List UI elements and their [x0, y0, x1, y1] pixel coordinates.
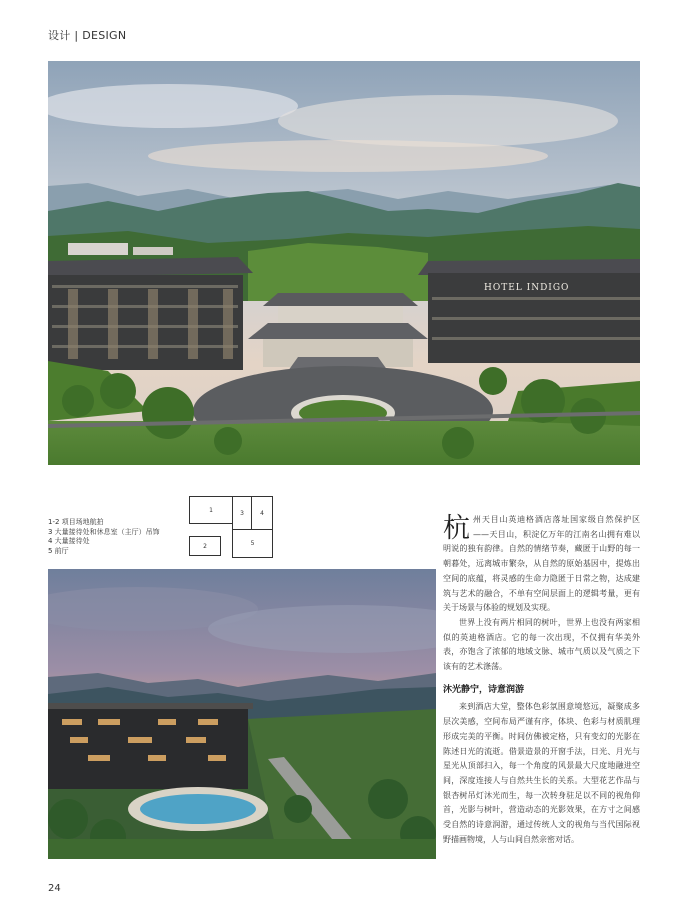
photo-captions: [48, 518, 160, 556]
section-subheading: 沐光静宁，诗意润游: [443, 684, 525, 695]
paragraph-intro: [443, 513, 640, 616]
diagram-box-4: 4: [251, 496, 273, 530]
drop-cap: 杭: [443, 513, 470, 544]
paragraph-intro-text: 州天目山英迪格酒店落址国家级自然保护区——天目山，积淀亿万年的江南名山拥有难以明说的独有韵律。自然的情绪节奏，藏匿于山野的每一朝暮处，远离城市繁杂，从自然的原始基因中，提炼出空间的底蕴，将灵感的生命力隐匿于日常之物，达成建筑与艺术的融合，不单有空间层面上的逻辑考量，更有关于场景与体验的规划及实现。: [443, 515, 640, 613]
diagram-box-5: 5: [232, 529, 273, 558]
article-body: [443, 513, 640, 847]
caption-line: 5 前厅: [48, 546, 69, 555]
diagram-box-1: 1: [189, 496, 233, 524]
paragraph-2: 世界上没有两片相同的树叶，世界上也没有两家相似的英迪格酒店。它的每一次出现，不仅拥有华美外表，亦饱含了浓郁的地域文脉、城市气质以及气质之下该有的艺术涤荡。: [443, 617, 640, 672]
diagram-box-3: 3: [232, 496, 252, 530]
diagram-box-2: 2: [189, 536, 221, 556]
hotel-dusk-photo: [48, 569, 436, 859]
caption-line: 4 大量接待处: [48, 537, 90, 545]
page-number: 24: [48, 883, 61, 894]
section-header: 设计 | DESIGN: [48, 29, 127, 42]
hotel-aerial-photo: [48, 61, 640, 465]
hotel-sign: HOTEL INDIGO: [484, 283, 570, 293]
caption-line: 3 大量接待处和休息室（主厅）吊饰: [48, 527, 160, 536]
caption-line: 1-2 项目场地航拍: [48, 518, 104, 526]
paragraph-3: 来到酒店大堂，整体色彩氛围意境悠远，凝聚成多层次美感，空间布局严谨有序，体块、色彩与材质肌理形成完美的平衡。时间仿佛被定格，只有变幻的光影在陈述日光的流逝。借景造景的开窗手法，日光、月光与星光从顶部扫入，每一个角度的风景最大尺度地融进空间，深度连接人与自然共生长的关系。大型花艺作品与银杏树吊灯沐光而生，每一次转身驻足以不同的视角仰首，光影与树叶，营造动态的光影效果，在方寸之间感受自然的诗意润游，通过传统人文的视角与当代国际视野描画物境，人与山间自然亲密对话。: [443, 702, 640, 844]
photo-layout-diagram: [189, 496, 273, 558]
